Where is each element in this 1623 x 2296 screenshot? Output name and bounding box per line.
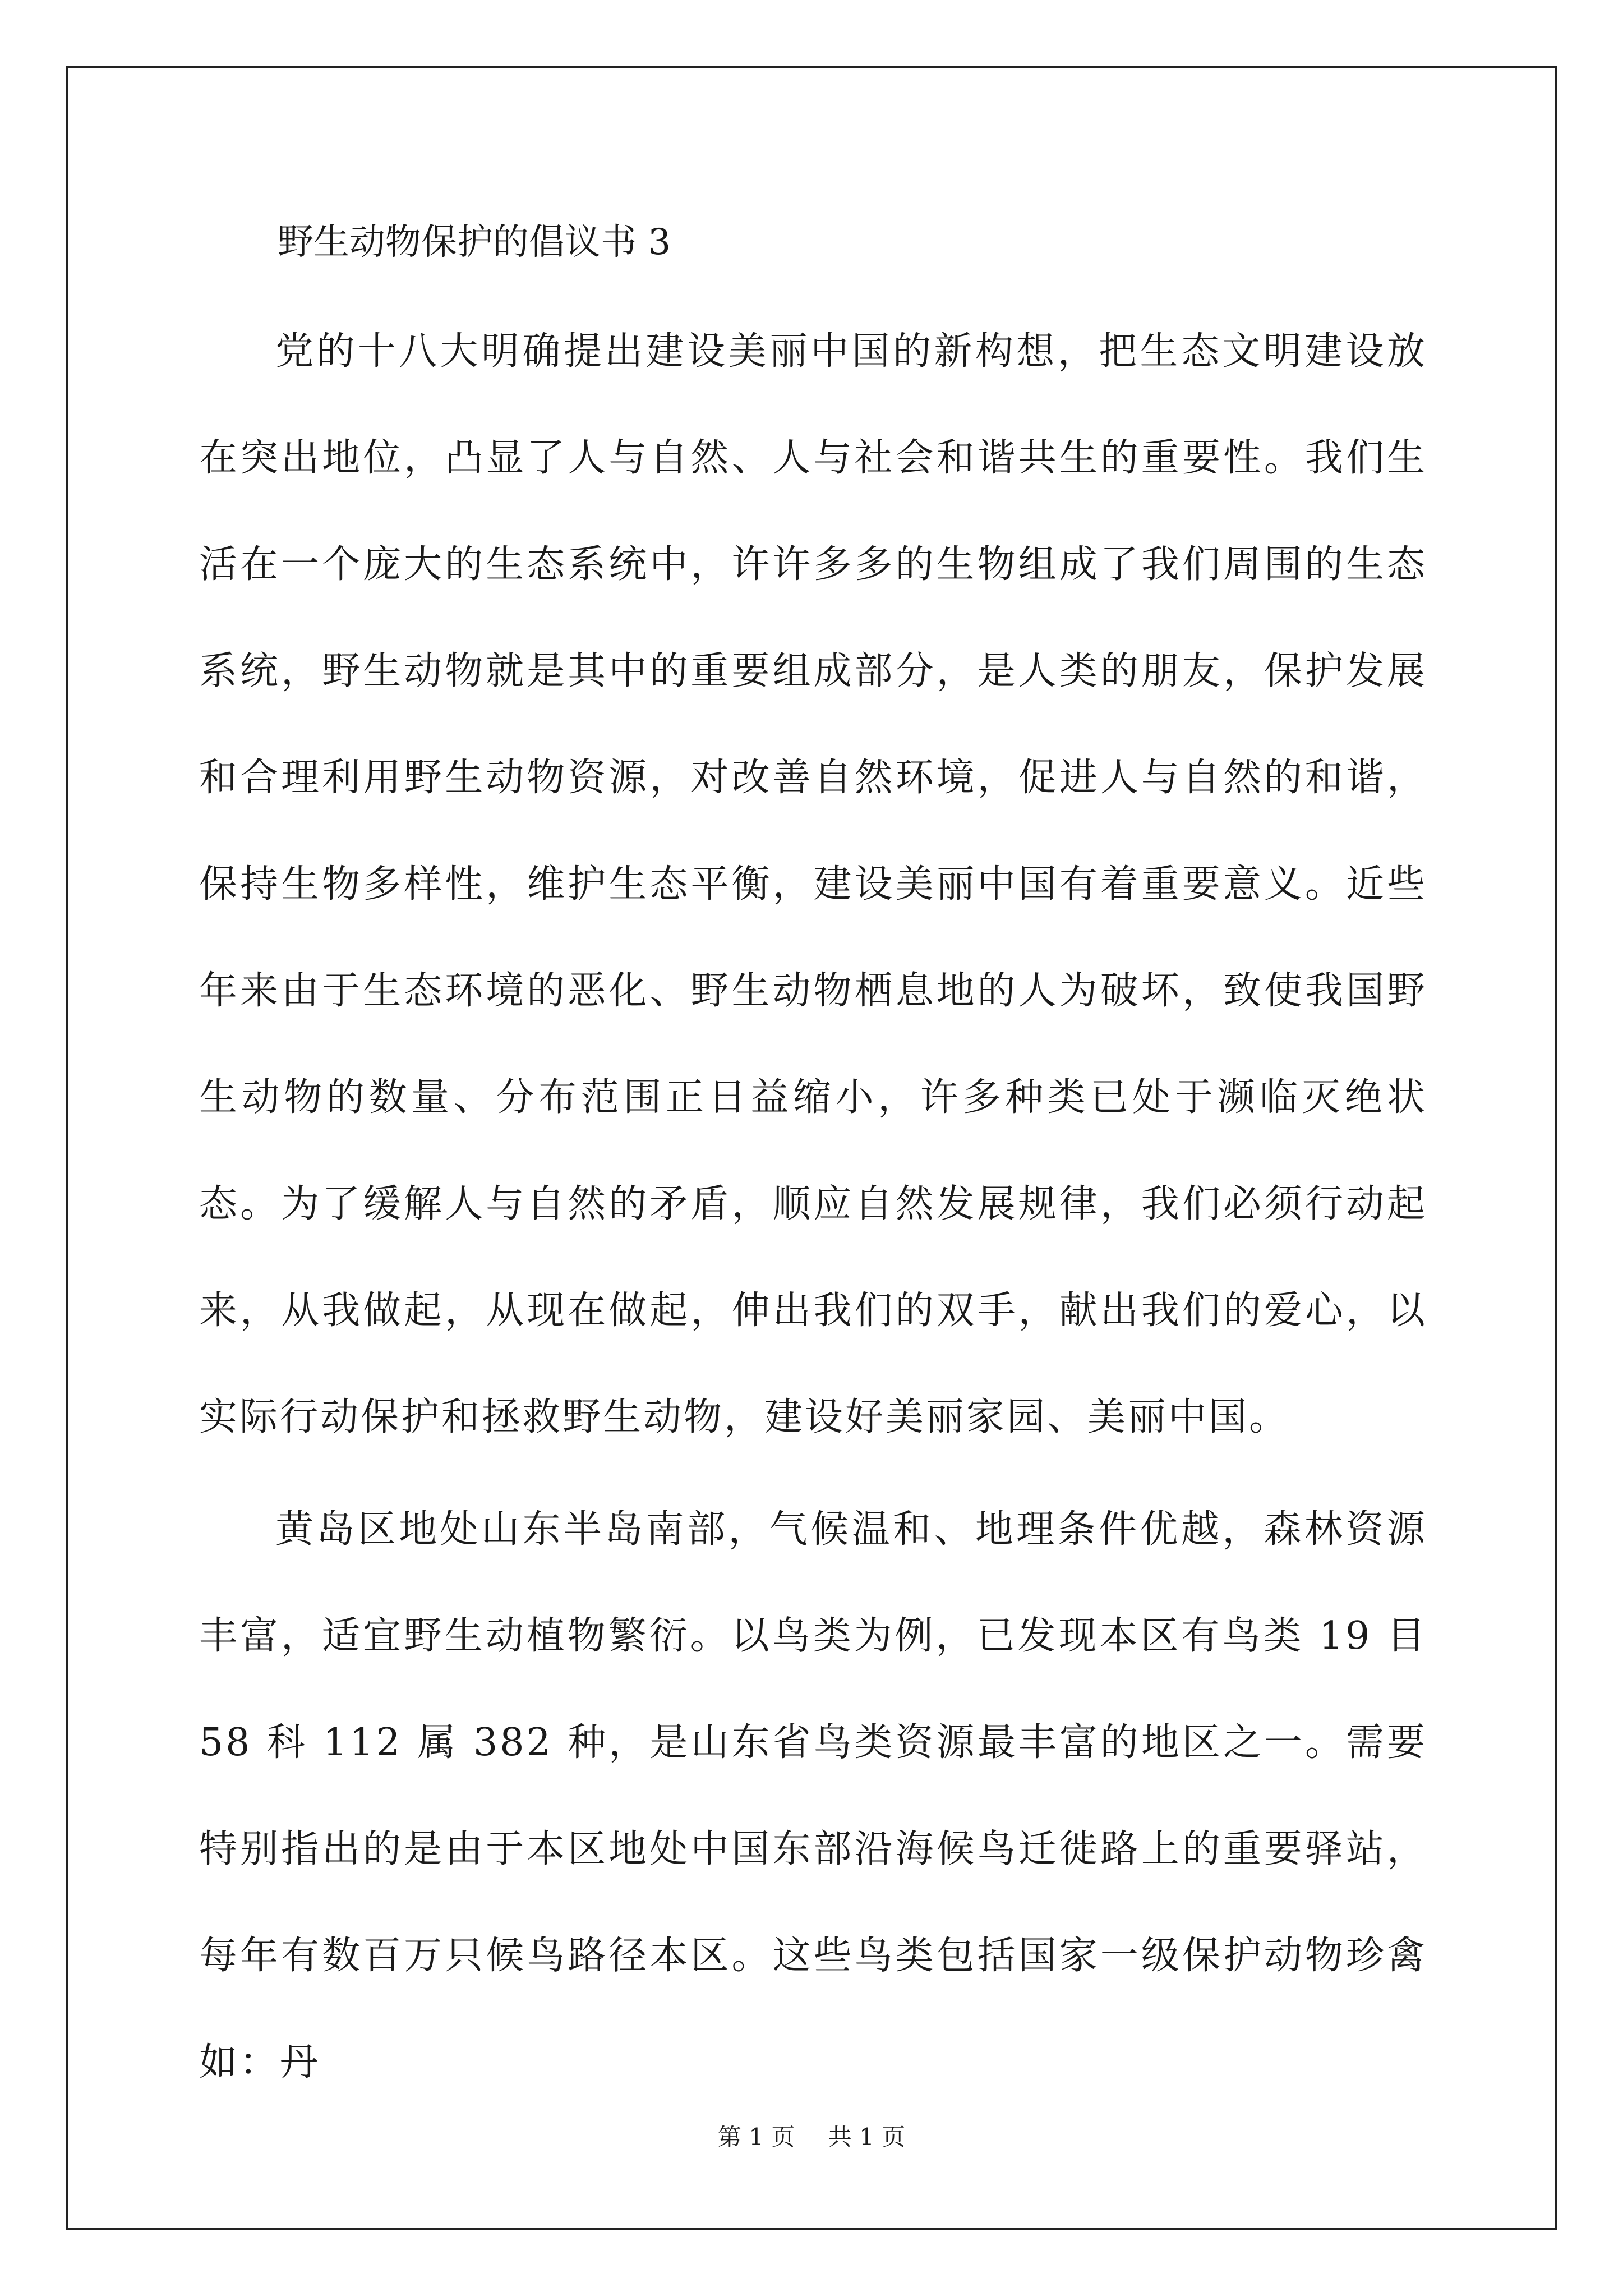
page-footer (0, 2120, 1623, 2154)
document-body (199, 209, 1427, 2116)
page-number-total: 共 1 页 (828, 2123, 906, 2151)
paragraph-1: 党的十八大明确提出建设美丽中国的新构想，把生态文明建设放在突出地位，凸显了人与自然、人与社会和谐共生的重要性。我们生活在一个庞大的生态系统中，许许多多的生物组成了我们周围的生态系统，野生动物就是其中的重要组成部分，是人类的朋友，保护发展和合理利用野生动物资源，对改善自然环境，促进人与自然的和谐，保持生物多样性，维护生态平衡，建设美丽中国有着重要意义。近些年来由于生态环境的恶化、野生动物栖息地的人为破坏，致使我国野生动物的数量、分布范围正日益缩小，许多种类已处于濒临灭绝状态。为了缓解人与自然的矛盾，顺应自然发展规律，我们必须行动起来，从我做起，从现在做起，伸出我们的双手，献出我们的爱心，以实际行动保护和拯救野生动物，建设好美丽家园、美丽中国。 (199, 329, 1427, 1439)
page-number-current: 第 1 页 (717, 2123, 795, 2151)
paragraph-2: 黄岛区地处山东半岛南部，气候温和、地理条件优越，森林资源丰富，适宜野生动植物繁衍。以鸟类为例，已发现本区有鸟类 19 目 58 科 112 属 382 种，是山东省鸟类资源最丰富的地区之一。需要特别指出的是由于本区地处中国东部沿海候鸟迁徙路上的重要驿站，每年有数百万只候鸟路径本区。这些鸟类包括国家一级保护动物珍禽如：丹 (199, 1507, 1427, 2085)
paragraph-gap (199, 1471, 1427, 1476)
document-title: 野生动物保护的倡议书 3 (278, 222, 671, 263)
